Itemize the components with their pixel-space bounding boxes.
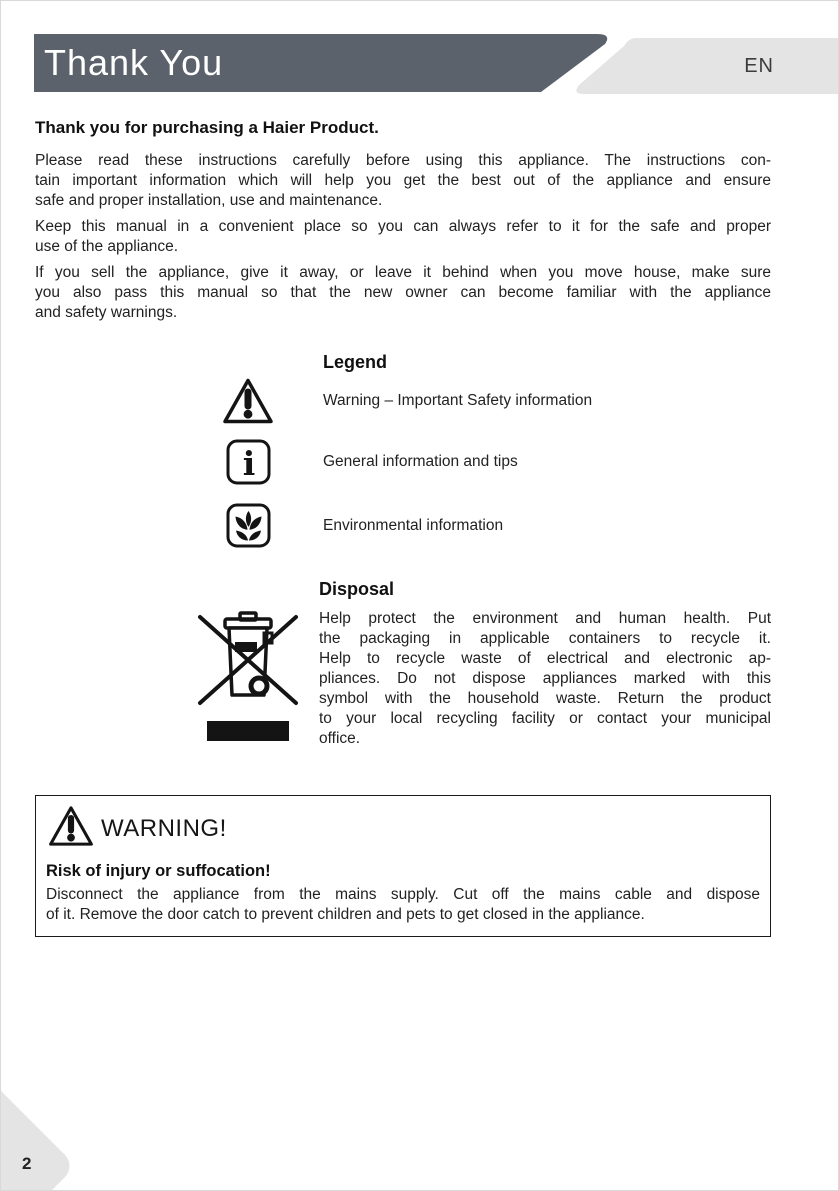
- warning-triangle-icon: [48, 804, 94, 853]
- page-number: 2: [22, 1154, 32, 1173]
- disposal-paragraph: Help protect the environment and human health. Put the packaging in applicable containers to recycle it. Help to recycle waste of electrical and electronic ap- pliances. Do not dispose appliances marked with this symbol with the household waste. Return the product to your local recycling facility or contact your municipal office.: [319, 610, 771, 747]
- legend-section: [221, 351, 771, 548]
- warning-box: [35, 795, 771, 937]
- intro-paragraph-2: Keep this manual in a convenient place so you can always refer to it for the safe and proper use of the appliance.: [35, 218, 771, 255]
- corner-decoration: [0, 1060, 76, 1191]
- intro-paragraph-3: If you sell the appliance, give it away, or leave it behind when you move house, make sure you also pass this manual so that the new owner can become familiar with the appliance and safety warnings.: [35, 264, 771, 321]
- warning-paragraph: Disconnect the appliance from the mains supply. Cut off the mains cable and dispose of it. Remove the door catch to prevent children and pets to get closed in the appliance.: [46, 886, 760, 923]
- environment-flower-icon: [221, 503, 275, 548]
- weee-crossed-out-bin-icon: [198, 578, 300, 749]
- legend-row-environment: [221, 503, 771, 548]
- language-tab-shape: [572, 38, 838, 94]
- intro-heading: Thank you for purchasing a Haier Product.: [35, 118, 379, 137]
- legend-row-info: [221, 439, 771, 485]
- warning-triangle-icon: [221, 377, 275, 425]
- page-title: Thank You: [44, 42, 224, 83]
- warning-title: WARNING!: [101, 814, 227, 842]
- legend-label-info: General information and tips: [323, 453, 518, 470]
- language-tab: [572, 38, 838, 94]
- legend-label-warning: Warning – Important Safety information: [323, 392, 593, 409]
- disposal-section: [35, 578, 771, 749]
- legend-label-environment: Environmental information: [323, 516, 504, 534]
- legend-heading: Legend: [323, 352, 388, 372]
- disposal-text-column: [319, 578, 771, 749]
- warning-subtitle: Risk of injury or suffocation!: [46, 862, 271, 880]
- warning-title-row: [48, 804, 760, 853]
- info-icon: [221, 439, 275, 485]
- intro-paragraph-1: Please read these instructions carefully before using this appliance. The instructions con- tain important information which will help you get the best out of the appliance and ensure safe and proper installation, use and maintenance.: [35, 152, 771, 209]
- main-content: [35, 118, 771, 937]
- language-label: EN: [744, 55, 774, 77]
- svg-text:i: i: [242, 444, 255, 483]
- legend-row-warning: [221, 377, 771, 425]
- disposal-heading: Disposal: [319, 579, 395, 599]
